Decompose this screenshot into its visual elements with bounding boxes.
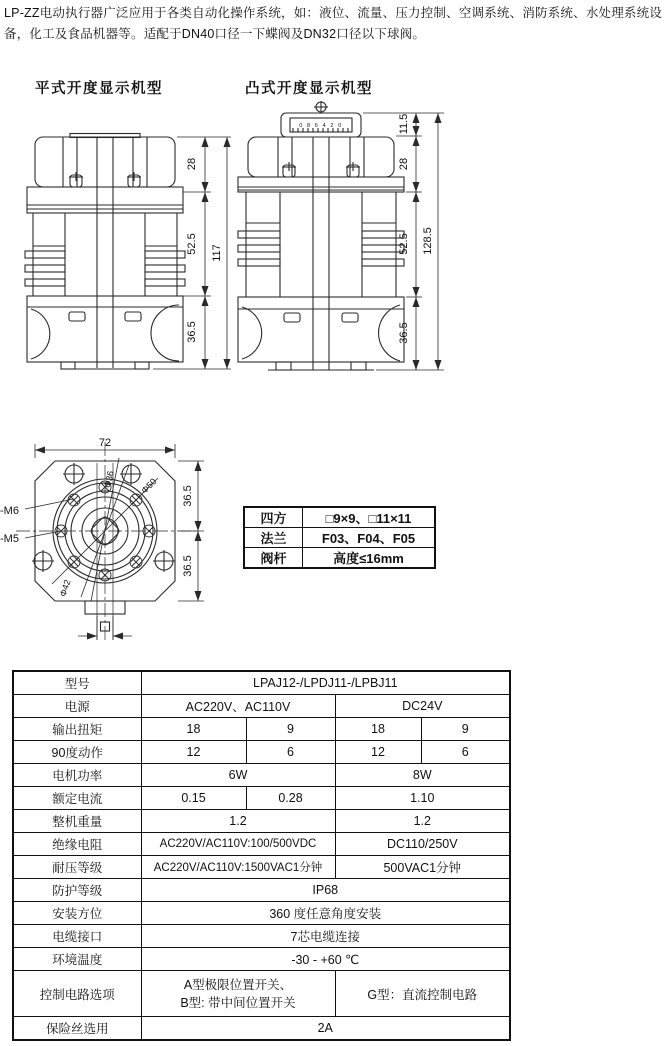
convex-dim-total-128-5: 128.5 — [422, 227, 434, 255]
spec-cell: IP68 — [141, 879, 510, 902]
convex-dim-11-5: 11.5 — [398, 113, 410, 135]
flat-dim-total-117: 117 — [211, 244, 223, 262]
table-row — [13, 971, 510, 1017]
table-row — [13, 787, 510, 810]
spec-cell: 9 — [246, 718, 335, 741]
spec-cell: DC110/250V — [335, 833, 510, 856]
flat-dim-28: 28 — [186, 157, 198, 171]
mini-row-label: 四方 — [244, 507, 303, 528]
spec-cell: 500VAC1分钟 — [335, 856, 510, 879]
spec-cell-line: B型: 带中间位置开关 — [180, 995, 296, 1010]
spec-row-label: 电机功率 — [13, 764, 141, 787]
spec-row-label: 电源 — [13, 695, 141, 718]
spec-row-label: 环境温度 — [13, 948, 141, 971]
top-view-dim-36-5-upper: 36.5 — [182, 485, 194, 507]
convex-dim-28: 28 — [398, 157, 410, 171]
spec-cell: 6 — [246, 741, 335, 764]
flat-model-outline — [25, 134, 185, 370]
spec-cell: DC24V — [335, 695, 510, 718]
spec-cell: 18 — [335, 718, 421, 741]
table-row — [13, 671, 510, 695]
table-row — [13, 741, 510, 764]
table-row — [13, 856, 510, 879]
convex-dim-52-5: 52.5 — [398, 233, 410, 255]
spec-cell: 6 — [421, 741, 510, 764]
spec-row-label: 输出扭矩 — [13, 718, 141, 741]
spec-row-label: 控制电路选项 — [13, 971, 141, 1017]
spec-cell: G型：直流控制电路 — [335, 971, 510, 1017]
spec-cell: AC220V、AC110V — [141, 695, 335, 718]
convex-dim-36-5: 36.5 — [398, 322, 410, 344]
spec-cell: 360 度任意角度安装 — [141, 902, 510, 925]
table-row — [13, 718, 510, 741]
spec-row-label: 防护等级 — [13, 879, 141, 902]
spec-row-label: 电缆接口 — [13, 925, 141, 948]
top-view-label-m6: -M6 — [0, 505, 19, 517]
table-row — [244, 507, 435, 528]
spec-row-label: 整机重量 — [13, 810, 141, 833]
spec-row-label: 型号 — [13, 671, 141, 695]
table-row — [244, 548, 435, 569]
flat-model-title: 平式开度显示机型 — [35, 81, 163, 97]
top-view-label-phi36: Φ36 — [102, 469, 116, 489]
spec-cell: LPAJ12-/LPDJ11-/LPBJ11 — [141, 671, 510, 695]
specification-table — [12, 670, 511, 1041]
top-view-dim-72: 72 — [98, 437, 112, 449]
table-row — [13, 833, 510, 856]
flat-dim-52-5: 52.5 — [186, 233, 198, 255]
spec-cell: AC220V/AC110V:1500VAC1分钟 — [141, 856, 335, 879]
table-row — [13, 810, 510, 833]
spec-cell — [141, 971, 335, 1017]
spec-cell: 6W — [141, 764, 335, 787]
spec-row-label: 安装方位 — [13, 902, 141, 925]
spec-row-label: 额定电流 — [13, 787, 141, 810]
table-row — [13, 879, 510, 902]
spec-cell: -30 - +60 ℃ — [141, 948, 510, 971]
top-view-dim-36-5-lower: 36.5 — [182, 555, 194, 577]
top-view-drawing — [0, 428, 230, 663]
table-row — [13, 1017, 510, 1041]
spec-row-label: 90度动作 — [13, 741, 141, 764]
spec-row-label: 耐压等级 — [13, 856, 141, 879]
table-row — [13, 764, 510, 787]
spec-cell: 1.2 — [335, 810, 510, 833]
spec-cell: 12 — [335, 741, 421, 764]
mini-row-value: F03、F04、F05 — [303, 528, 436, 548]
spec-cell: 2A — [141, 1017, 510, 1041]
spec-cell: 1.10 — [335, 787, 510, 810]
mini-row-value: 高度≤16mm — [303, 548, 436, 569]
spec-row-label: 绝缘电阻 — [13, 833, 141, 856]
spec-cell: 7芯电缆连接 — [141, 925, 510, 948]
top-view-dimension-lines — [35, 444, 204, 640]
convex-model-title: 凸式开度显示机型 — [245, 81, 373, 97]
spec-cell-line: A型极限位置开关、 — [183, 977, 293, 992]
flat-model-drawing — [25, 133, 235, 378]
spec-cell: 18 — [141, 718, 246, 741]
opening-scale-text: 0 8 6 4 2 0 — [299, 123, 343, 129]
intro-paragraph: LP-ZZ电动执行器广泛应用于各类自动化操作系统，如：液位、流量、压力控制、空调系统、消防系统、水处理系统设备，化工及食品机器等。适配于DN40口径一下蝶阀及DN32口径以下球阀。 — [4, 6, 663, 41]
spec-cell: 0.15 — [141, 787, 246, 810]
spec-cell: 9 — [421, 718, 510, 741]
convex-model-drawing — [236, 101, 451, 381]
table-row — [13, 902, 510, 925]
spec-cell: 1.2 — [141, 810, 335, 833]
mini-row-label: 法兰 — [244, 528, 303, 548]
top-view-label-phi42: Φ42 — [57, 578, 73, 598]
table-row — [244, 528, 435, 548]
mounting-spec-table — [243, 506, 436, 569]
convex-model-outline — [238, 101, 404, 370]
flat-dim-36-5: 36.5 — [186, 321, 198, 343]
table-row — [13, 925, 510, 948]
table-row — [13, 695, 510, 718]
table-row — [13, 948, 510, 971]
mini-row-value: □9×9、□11×11 — [303, 507, 436, 528]
top-view-label-m5: -M5 — [0, 533, 19, 545]
spec-cell: 0.28 — [246, 787, 335, 810]
mini-row-label: 阀杆 — [244, 548, 303, 569]
spec-cell: 12 — [141, 741, 246, 764]
top-view-label-phi50: Φ50 — [139, 476, 159, 496]
spec-cell: AC220V/AC110V:100/500VDC — [141, 833, 335, 856]
spec-cell: 8W — [335, 764, 510, 787]
spec-row-label: 保险丝选用 — [13, 1017, 141, 1041]
